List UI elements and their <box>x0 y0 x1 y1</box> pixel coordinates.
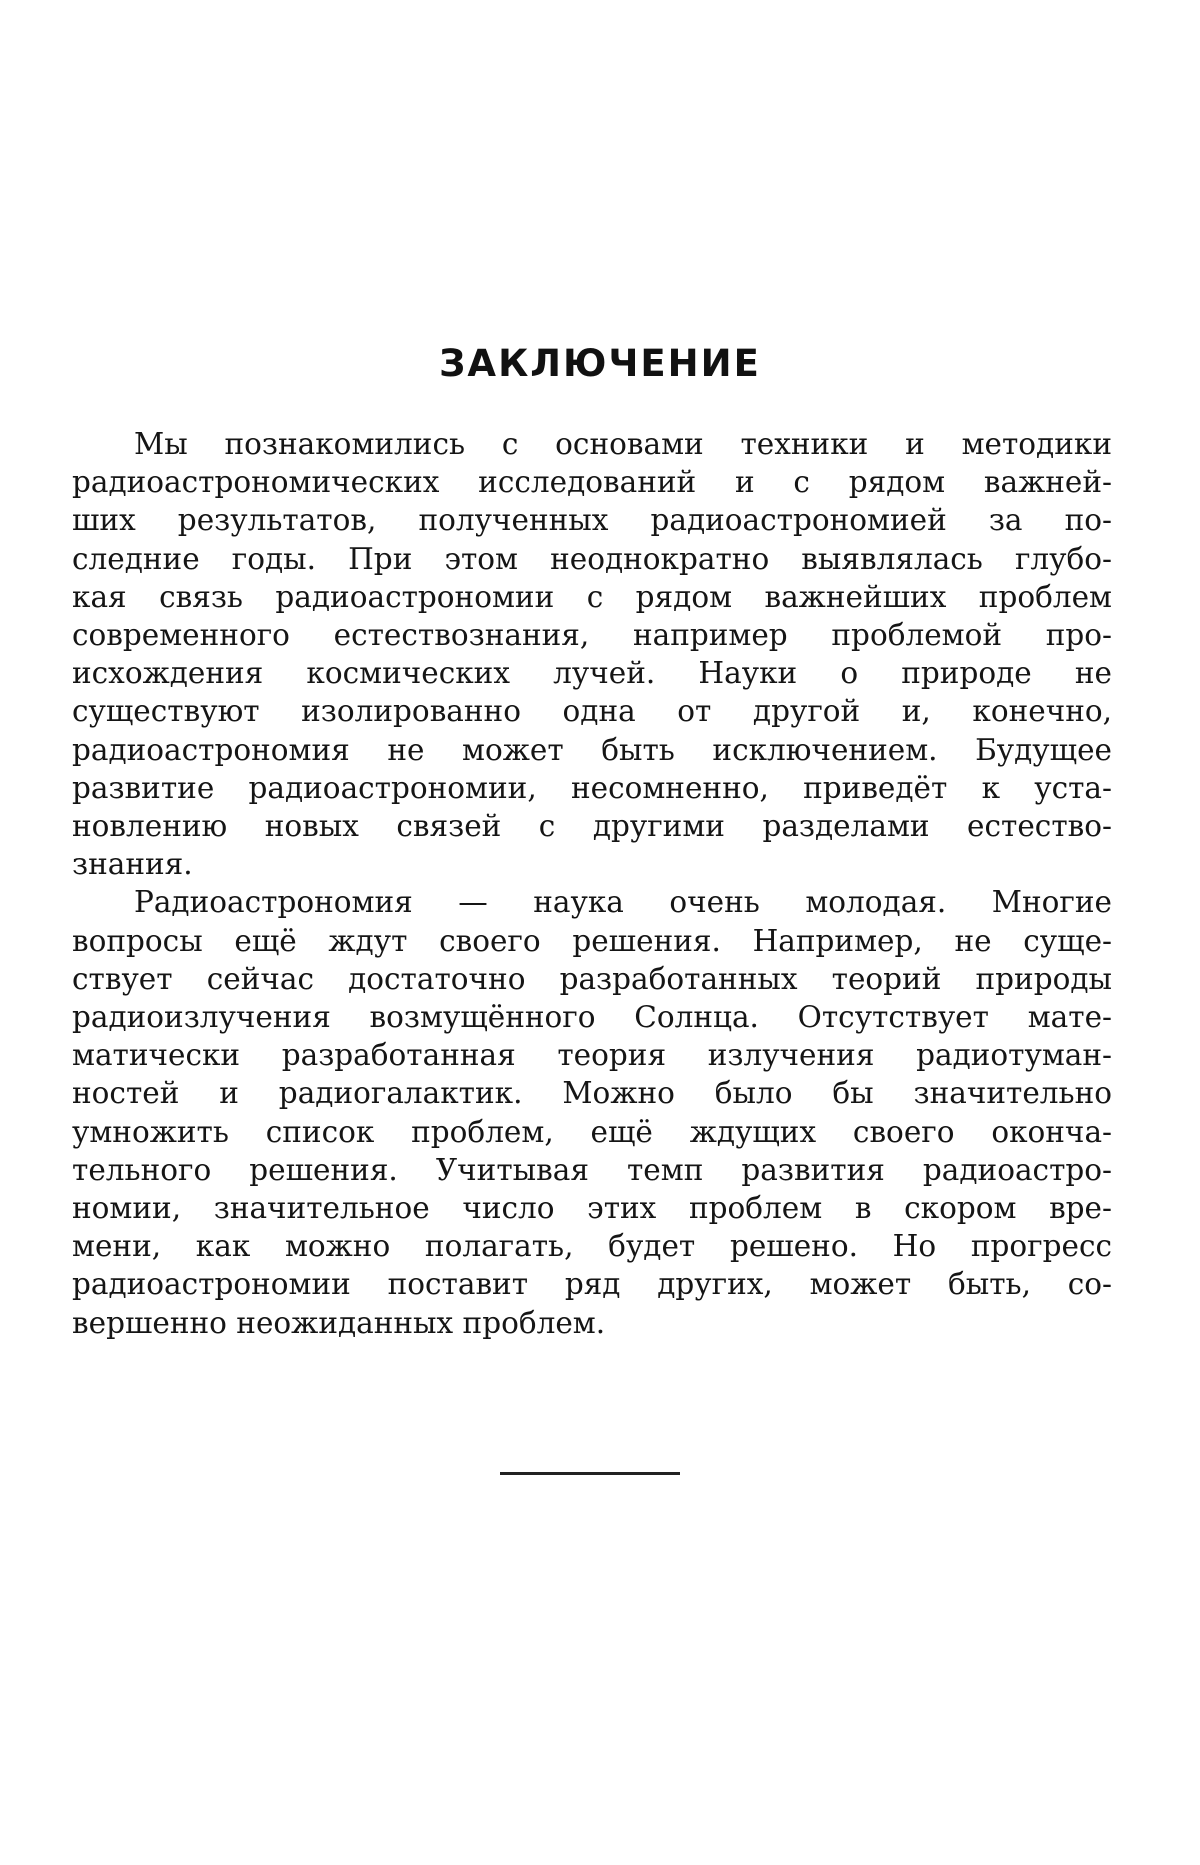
text-line: матически разработанная теория излучения радиотуман- <box>72 1038 1112 1073</box>
text-line: тельного решения. Учитывая темп развития радиоастро- <box>72 1152 1112 1187</box>
text-line: радиоизлучения возмущённого Солнца. Отсутствует мате- <box>72 1000 1112 1035</box>
text-line: ствует сейчас достаточно разработанных теорий природы <box>72 961 1112 996</box>
text-line: вопросы ещё ждут своего решения. Например, не суще- <box>72 923 1112 958</box>
text-line: радиоастрономия не может быть исключением. Будущее <box>72 732 1112 767</box>
text-line: вершенно неожиданных проблем. <box>72 1305 606 1340</box>
text-line: развитие радиоастрономии, несомненно, приведёт к уста- <box>72 770 1112 805</box>
paragraph-2 <box>72 883 1112 1341</box>
body-text <box>72 425 1112 1342</box>
text-line: радиоастрономии поставит ряд других, может быть, со- <box>72 1267 1112 1302</box>
text-line: радиоастрономических исследований и с рядом важней- <box>72 465 1112 500</box>
end-divider <box>500 1472 680 1475</box>
text-line: кая связь радиоастрономии с рядом важнейших проблем <box>72 579 1112 614</box>
paragraph-1 <box>72 425 1112 883</box>
text-line: умножить список проблем, ещё ждущих своего оконча- <box>72 1114 1112 1149</box>
text-line: существуют изолированно одна от другой и, конечно, <box>72 694 1112 729</box>
chapter-heading: ЗАКЛЮЧЕНИЕ <box>439 342 761 385</box>
text-line: номии, значительное число этих проблем в скором вре- <box>72 1191 1112 1226</box>
text-line: ностей и радиогалактик. Можно было бы значительно <box>72 1076 1112 1111</box>
text-line: Радиоастрономия — наука очень молодая. Многие <box>134 885 1112 920</box>
text-line: исхождения космических лучей. Науки о природе не <box>72 656 1112 691</box>
text-line: знания. <box>72 847 193 882</box>
text-line: ших результатов, полученных радиоастрономией за по- <box>72 503 1112 538</box>
text-line: современного естествознания, например проблемой про- <box>72 618 1112 653</box>
text-line: следние годы. При этом неоднократно выявлялась глубо- <box>72 541 1112 576</box>
text-line: Мы познакомились с основами техники и методики <box>134 427 1112 461</box>
text-line: новлению новых связей с другими разделами естество- <box>72 809 1112 844</box>
text-line: мени, как можно полагать, будет решено. Но прогресс <box>72 1229 1112 1264</box>
